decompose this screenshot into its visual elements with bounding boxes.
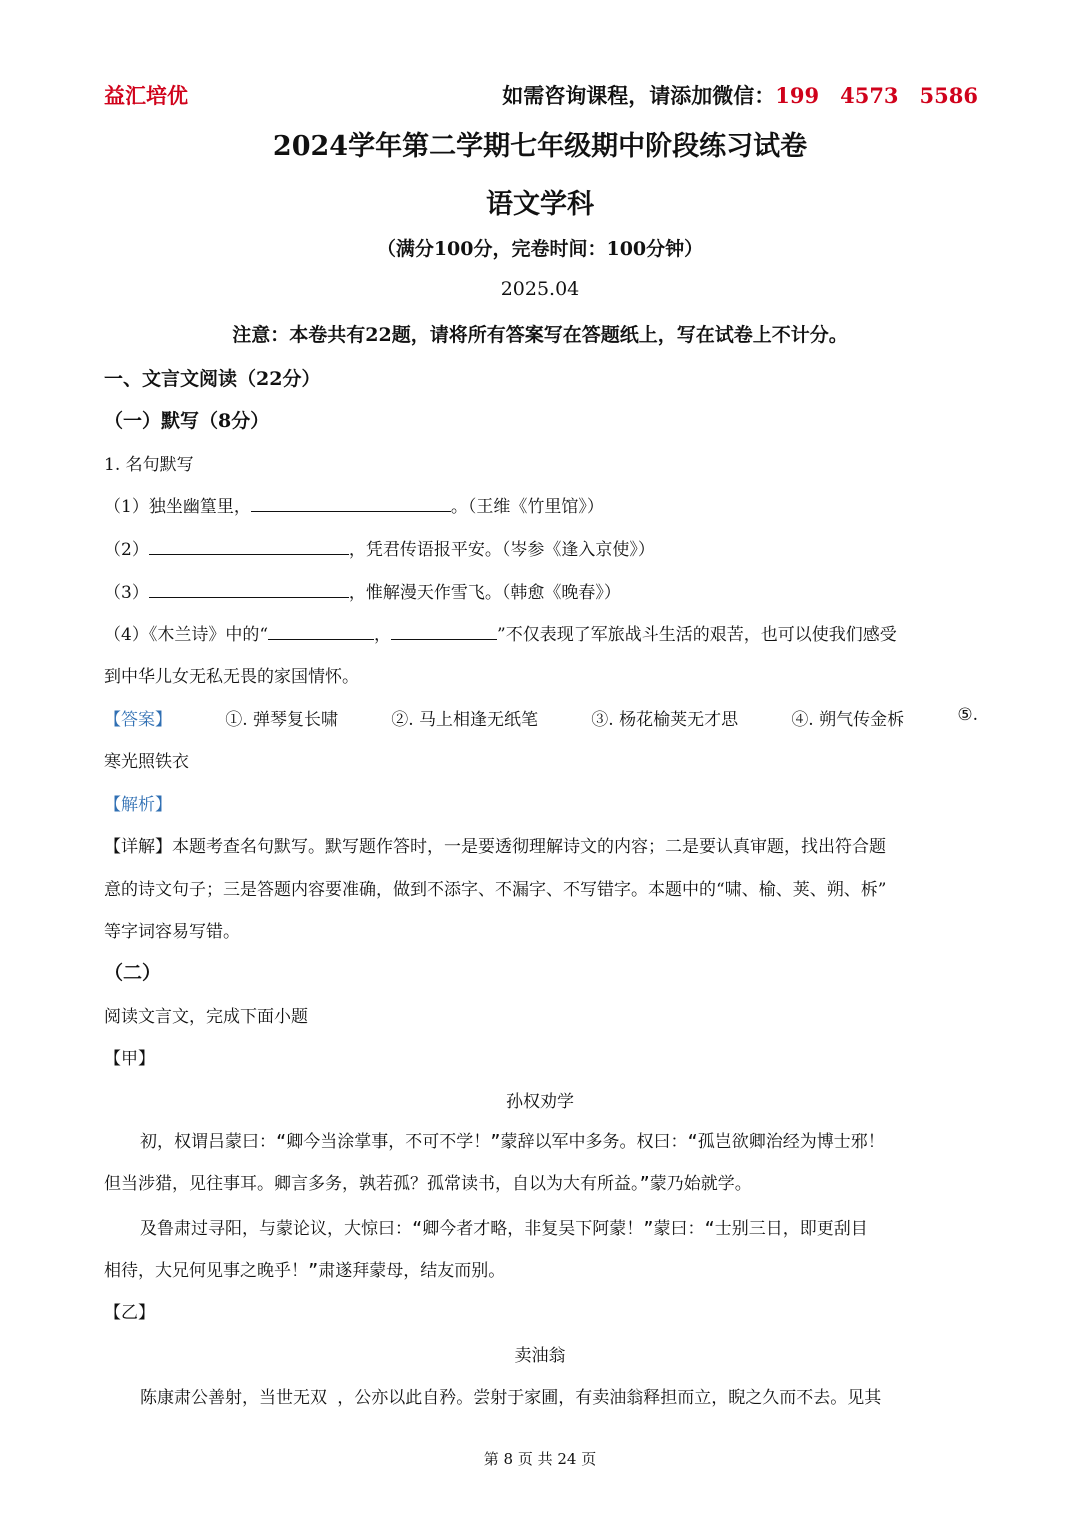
answer-item: ①. 弹琴复长啸 bbox=[225, 710, 339, 730]
q1-item-4-post: ”不仅表现了军旅战斗生活的艰苦，也可以使我们感受 bbox=[497, 625, 897, 645]
jia-line-2: 但当涉猎，见往事耳。卿言多务，孰若孤？孤常读书，自以为大有所益。”蒙乃始就学。 bbox=[104, 1174, 752, 1194]
q1-item-1-post: 。（王维《竹里馆》） bbox=[450, 497, 604, 517]
q1-item-1 bbox=[104, 492, 604, 517]
answer-item: ③. 杨花榆荚无才思 bbox=[591, 710, 739, 730]
exam-meta: （满分100分，完卷时间：100分钟） bbox=[376, 238, 704, 260]
detail-line-2: 意的诗文句子；三是答题内容要准确，做到不添字、不漏字、不写错字。本题中的“啸、榆、荚、朔、柝” bbox=[104, 880, 887, 900]
contact-line bbox=[502, 80, 978, 110]
exam-date: 2025.04 bbox=[500, 278, 580, 300]
part1-heading: （一）默写（8分） bbox=[104, 410, 270, 432]
yi-line-1: 陈康肃公善射，当世无双 ，公亦以此自矜。尝射于家圃，有卖油翁释担而立，睨之久而不去。见其 bbox=[140, 1388, 882, 1408]
answer-item: ④. 朔气传金柝 bbox=[791, 710, 905, 730]
q1-item-2-pre: （2） bbox=[104, 540, 149, 560]
answer-blank bbox=[251, 493, 451, 512]
q1-item-3-pre: （3） bbox=[104, 583, 149, 603]
answer-blank bbox=[149, 579, 349, 598]
q1-item-4 bbox=[104, 620, 897, 645]
detail-line-3: 等字词容易写错。 bbox=[104, 922, 240, 942]
answer-blank bbox=[391, 621, 497, 640]
q1-item-4-mid: ， bbox=[374, 625, 392, 645]
q1-item-4-cont: 到中华儿女无私无畏的家国情怀。 bbox=[104, 667, 359, 687]
yi-title: 卖油翁 bbox=[514, 1346, 566, 1366]
page-footer: 第 8 页 共 24 页 bbox=[483, 1450, 597, 1468]
instruction: 阅读文言文，完成下面小题 bbox=[104, 1007, 308, 1027]
jia-line-1: 初，权谓吕蒙曰：“卿今当涂掌事，不可不学！”蒙辞以军中多务。权曰：“孤岂欲卿治经为博士邪！ bbox=[140, 1132, 885, 1152]
q1-item-3-post: ，惟解漫天作雪飞。（韩愈《晚春》） bbox=[348, 583, 621, 603]
answer-line bbox=[104, 705, 978, 730]
q1-item-2-post: ，凭君传语报平安。（岑参《逢入京使》） bbox=[348, 540, 655, 560]
exam-notice: 注意：本卷共有22题，请将所有答案写在答题纸上，写在试卷上不计分。 bbox=[232, 324, 848, 346]
section-heading: 一、文言文阅读（22分） bbox=[104, 368, 321, 390]
answer-item: ②. 马上相逢无纸笔 bbox=[391, 710, 539, 730]
contact-text: 如需咨询课程，请添加微信： bbox=[502, 83, 776, 108]
analysis-tag: 【解析】 bbox=[104, 795, 172, 815]
brand-label: 益汇培优 bbox=[104, 83, 188, 108]
jia-title: 孙权劝学 bbox=[506, 1092, 574, 1112]
q1-label: 1. 名句默写 bbox=[104, 455, 194, 475]
answer-blank bbox=[268, 621, 374, 640]
q1-item-4-pre: （4）《木兰诗》中的“ bbox=[104, 625, 269, 645]
answer-item: ⑤. bbox=[957, 705, 978, 725]
jia-line-4: 相待，大兄何见事之晚乎！”肃遂拜蒙母，结友而别。 bbox=[104, 1261, 506, 1281]
answer-tag: 【答案】 bbox=[104, 710, 172, 730]
answer-blank bbox=[149, 536, 349, 555]
answer-cont: 寒光照铁衣 bbox=[104, 752, 189, 772]
jia-tag: 【甲】 bbox=[104, 1049, 155, 1069]
part2-heading: （二） bbox=[104, 962, 162, 984]
q1-item-3 bbox=[104, 578, 621, 603]
q1-item-1-pre: （1）独坐幽篁里， bbox=[104, 497, 251, 517]
yi-tag: 【乙】 bbox=[104, 1303, 155, 1323]
wechat-number: 199 4573 5586 bbox=[775, 83, 978, 108]
detail-line-1: 【详解】本题考查名句默写。默写题作答时，一是要透彻理解诗文的内容；二是要认真审题，找出符合题 bbox=[104, 837, 886, 857]
exam-title: 2024学年第二学期七年级期中阶段练习试卷 bbox=[272, 131, 808, 162]
q1-item-2 bbox=[104, 535, 655, 560]
jia-line-3: 及鲁肃过寻阳，与蒙论议，大惊曰：“卿今者才略，非复吴下阿蒙！”蒙曰：“士别三日，即更刮目 bbox=[140, 1219, 868, 1239]
exam-subject: 语文学科 bbox=[486, 189, 594, 220]
